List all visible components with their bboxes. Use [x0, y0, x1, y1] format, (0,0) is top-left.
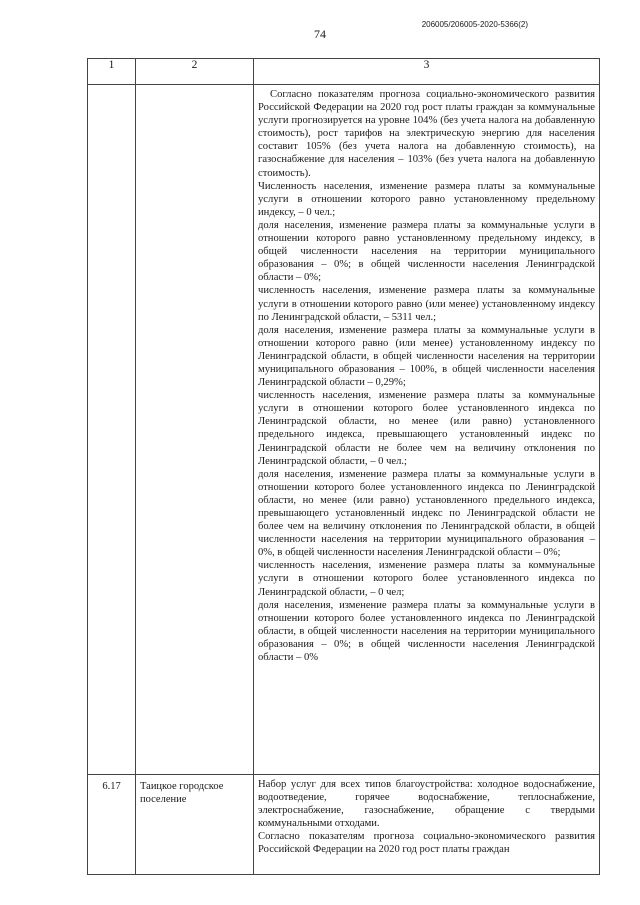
row-description-cell: [254, 775, 600, 875]
row-name-cell: Таицкое городское поселение: [136, 775, 254, 875]
paragraph: доля населения, изменение размера платы за коммунальные услуги в отношении которого более установленного индекса по Ленинградской области, в общей численности населения на территории муниципального образования – 0%; в общей численности населения Ленинградской области – 0%: [258, 599, 595, 664]
paragraph: доля населения, изменение размера платы за коммунальные услуги в отношении которого более установленного индекса по Ленинградской области, но менее (или равно) установленного предельного индекса, превышающего установленный индекс по Ленинградской области не более чем на величину отклонения по Ленинградской области, в общей численности населения на территории муниципального образования – 0%, в общей численности населения Ленинградской области – 0%;: [258, 468, 595, 559]
paragraph: доля населения, изменение размера платы за коммунальные услуги в отношении которого равно (или менее) установленному индексу по Ленинградской области, в общей численности населения на территории муниципального образования – 100%, в общей численности населения Ленинградской области – 0,29%;: [258, 324, 595, 389]
row-number-cell: [88, 85, 136, 775]
paragraph: доля населения, изменение размера платы за коммунальные услуги в отношении которого равно установленному предельному индексу, в общей численности населения на территории муниципального образования – 0%; в общей численности населения Ленинградской области – 0%;: [258, 219, 595, 284]
row-name-cell: [136, 85, 254, 775]
data-table: [87, 58, 600, 875]
column-header-3: 3: [254, 59, 600, 85]
paragraph: численность населения, изменение размера платы за коммунальные услуги в отношении которого равно (или менее) установленному индексу по Ленинградской области, – 5311 чел.;: [258, 285, 595, 323]
table-row: [88, 775, 600, 875]
paragraph: Согласно показателям прогноза социально-экономического развития Российской Федерации на 2020 год рост платы граждан за коммунальные услуги прогнозируется на уровне 104% (без учета налога на добавленную стоимость), рост тарифов на электрическую энергию для населения составит 105% (без учета налога на добавленную стоимость), на газоснабжение для населения – 103% (без учета налога на добавленную стоимость).: [258, 89, 595, 179]
page-number: 74: [314, 27, 326, 41]
table-row: [88, 85, 600, 775]
column-header-1: 1: [88, 59, 136, 85]
row-description-cell: [254, 85, 600, 775]
paragraph: Набор услуг для всех типов благоустройства: холодное водоснабжение, водоотведение, горячее водоснабжение, теплоснабжение, электроснабжение, газоснабжение, обращение с твердыми коммунальными отходами.: [258, 779, 595, 830]
paragraph: численность населения, изменение размера платы за коммунальные услуги в отношении которого более установленного индекса по Ленинградской области, – 0 чел;: [258, 560, 595, 598]
column-header-2: 2: [136, 59, 254, 85]
document-id: 206005/206005-2020-5366(2): [421, 20, 528, 29]
paragraph: Согласно показателям прогноза социально-экономического развития Российской Федерации на 2020 год рост платы граждан: [258, 831, 595, 856]
paragraph: Численность населения, изменение размера платы за коммунальные услуги в отношении которого равно установленному предельному индексу, – 0 чел.;: [258, 180, 595, 218]
table-header-row: [88, 59, 600, 85]
paragraph: численность населения, изменение размера платы за коммунальные услуги в отношении которого более установленного индекса по Ленинградской области, но менее (или равно) установленного предельного индекса, превышающего установленный индекс по Ленинградской области не более чем на величину отклонения по Ленинградской области, – 0 чел.;: [258, 390, 595, 467]
row-number-cell: 6.17: [88, 775, 136, 875]
